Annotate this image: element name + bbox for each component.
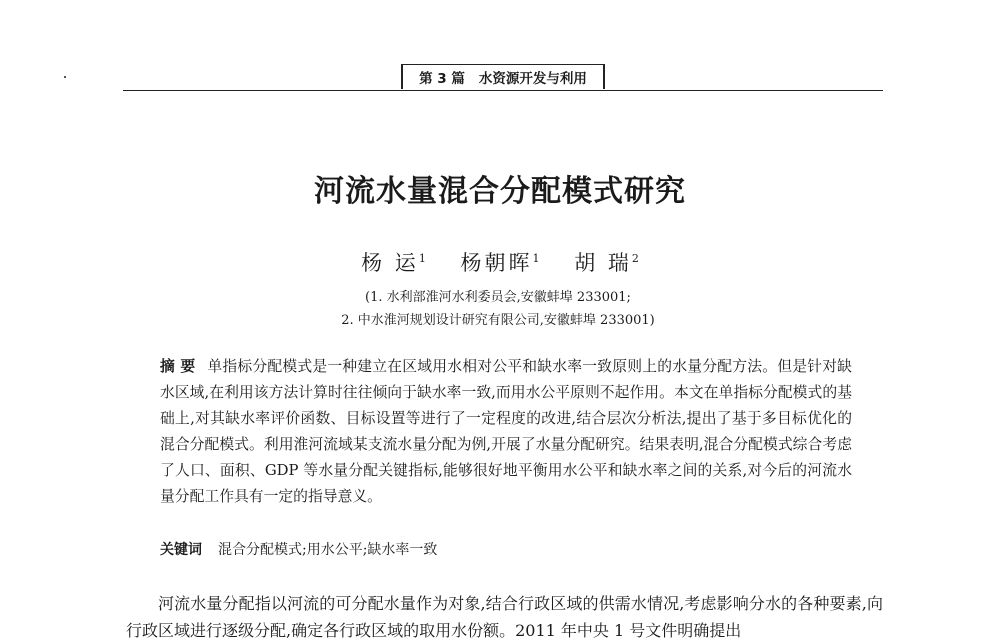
running-header-part: 第 3 篇 <box>419 71 465 87</box>
keywords-text: 混合分配模式;用水公平;缺水率一致 <box>218 542 438 558</box>
body-paragraph: 河流水量分配指以河流的可分配水量作为对象,结合行政区域的供需水情况,考虑影响分水的各种要素,向行政区域进行逐级分配,确定各行政区域的取用水份额。2011 年中央 1 号文件明确提出 <box>126 594 883 640</box>
abstract <box>160 354 852 510</box>
author: 杨朝晖$^1$ <box>460 251 540 275</box>
keywords-label: 关键词 <box>160 542 202 558</box>
author-list <box>0 247 1000 277</box>
affiliation-2: 2. 中水淮河规划设计研究有限公司,安徽蚌埠 233001) <box>341 313 655 328</box>
scan-speck <box>64 76 66 78</box>
running-header-section: 水资源开发与利用 <box>478 71 587 87</box>
header-rule <box>123 90 883 91</box>
keywords <box>160 539 437 559</box>
author: 胡 瑞$^2$ <box>574 251 639 275</box>
running-header <box>401 64 605 89</box>
affiliation-1: (1. 水利部淮河水利委员会,安徽蚌埠 233001; <box>365 290 631 305</box>
abstract-text: 单指标分配模式是一种建立在区域用水相对公平和缺水率一致原则上的水量分配方法。但是针对缺水区域,在利用该方法计算时往往倾向于缺水率一致,而用水公平原则不起作用。本文在单指标分配模式的基础上,对其缺水率评价函数、目标设置等进行了一定程度的改进,结合层次分析法,提出了基于多目标优化的混合分配模式。利用淮河流域某支流水量分配为例,开展了水量分配研究。结果表明,混合分配模式综合考虑了人口、面积、GDP 等水量分配关键指标,能够很好地平衡用水公平和缺水率之间的关系,对今后的河流水量分配工作具有一定的指导意义。 <box>160 358 852 505</box>
author: 杨 运$^1$ <box>361 251 426 275</box>
paper-title: 河流水量混合分配模式研究 <box>314 174 686 209</box>
abstract-label: 摘 要 <box>160 358 196 375</box>
